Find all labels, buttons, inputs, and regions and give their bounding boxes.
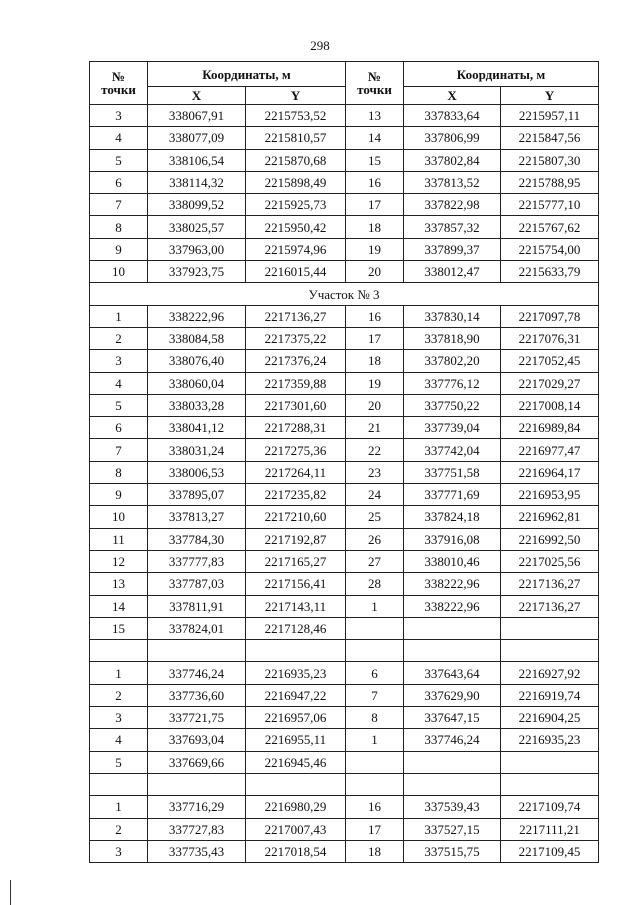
- y-cell: 2217111,21: [501, 818, 599, 840]
- y-cell: [501, 773, 599, 795]
- y-cell: 2215754,00: [501, 238, 599, 260]
- y-cell: 2216935,23: [246, 662, 346, 684]
- table-row: [90, 640, 599, 662]
- coordinates-header-right: Координаты, м: [404, 62, 599, 87]
- x-cell: 337539,43: [404, 796, 501, 818]
- x-cell: 337515,75: [404, 840, 501, 862]
- x-cell: 337963,00: [148, 238, 246, 260]
- x-cell: 337771,69: [404, 484, 501, 506]
- point-number-cell: 9: [90, 238, 148, 260]
- point-number-cell: 7: [346, 684, 404, 706]
- point-number-cell: 21: [346, 417, 404, 439]
- x-cell: [404, 617, 501, 639]
- x-cell: [404, 640, 501, 662]
- point-number-cell: 18: [346, 840, 404, 862]
- y-cell: 2217008,14: [501, 394, 599, 416]
- section-row: [90, 283, 599, 305]
- y-cell: 2217018,54: [246, 840, 346, 862]
- point-number-cell: 10: [90, 506, 148, 528]
- point-number-cell: 13: [90, 573, 148, 595]
- table-row: [90, 194, 599, 216]
- x-cell: 338033,28: [148, 394, 246, 416]
- point-number-cell: 2: [90, 684, 148, 706]
- y-cell: 2215810,57: [246, 127, 346, 149]
- x-cell: 337716,29: [148, 796, 246, 818]
- y-cell: 2217288,31: [246, 417, 346, 439]
- point-number-cell: 1: [346, 595, 404, 617]
- y-cell: 2217235,82: [246, 484, 346, 506]
- x-cell: 337669,66: [148, 751, 246, 773]
- y-header-left: Y: [246, 87, 346, 105]
- y-cell: 2217109,74: [501, 796, 599, 818]
- x-cell: 337895,07: [148, 484, 246, 506]
- table-row: [90, 350, 599, 372]
- x-cell: 338010,46: [404, 550, 501, 572]
- x-cell: 337736,60: [148, 684, 246, 706]
- point-number-cell: 1: [90, 796, 148, 818]
- y-cell: 2216992,50: [501, 528, 599, 550]
- table-row: [90, 394, 599, 416]
- y-cell: 2216919,74: [501, 684, 599, 706]
- y-cell: 2215898,49: [246, 171, 346, 193]
- point-number-cell: [90, 773, 148, 795]
- y-cell: 2217301,60: [246, 394, 346, 416]
- x-cell: 337813,27: [148, 506, 246, 528]
- y-cell: 2215633,79: [501, 261, 599, 283]
- y-cell: [246, 773, 346, 795]
- point-number-cell: 24: [346, 484, 404, 506]
- table-row: [90, 461, 599, 483]
- point-number-cell: 5: [90, 394, 148, 416]
- y-cell: 2217359,88: [246, 372, 346, 394]
- point-number-cell: 3: [90, 707, 148, 729]
- x-cell: 337923,75: [148, 261, 246, 283]
- x-cell: 337830,14: [404, 305, 501, 327]
- x-cell: [148, 773, 246, 795]
- point-number-cell: 25: [346, 506, 404, 528]
- table-row: [90, 506, 599, 528]
- table-row: [90, 149, 599, 171]
- table-row: [90, 684, 599, 706]
- table-row: [90, 773, 599, 795]
- point-number-cell: 6: [90, 417, 148, 439]
- x-cell: 338106,54: [148, 149, 246, 171]
- table-row: [90, 327, 599, 349]
- point-number-cell: 17: [346, 194, 404, 216]
- table-row: [90, 305, 599, 327]
- margin-rule: [10, 880, 11, 905]
- y-cell: 2215870,68: [246, 149, 346, 171]
- table-row: [90, 105, 599, 127]
- point-number-cell: 2: [90, 327, 148, 349]
- table-row: [90, 216, 599, 238]
- x-cell: 337822,98: [404, 194, 501, 216]
- y-cell: 2215847,56: [501, 127, 599, 149]
- y-cell: 2217264,11: [246, 461, 346, 483]
- x-cell: 337824,01: [148, 617, 246, 639]
- x-cell: 338067,91: [148, 105, 246, 127]
- y-cell: 2217136,27: [501, 595, 599, 617]
- point-number-cell: 14: [346, 127, 404, 149]
- y-cell: 2216980,29: [246, 796, 346, 818]
- point-number-cell: 8: [90, 216, 148, 238]
- y-cell: 2215950,42: [246, 216, 346, 238]
- x-cell: 337784,30: [148, 528, 246, 550]
- table-row: [90, 595, 599, 617]
- point-number-cell: 6: [346, 662, 404, 684]
- table-row: [90, 261, 599, 283]
- x-cell: 337751,58: [404, 461, 501, 483]
- table-row: [90, 127, 599, 149]
- x-cell: 337629,90: [404, 684, 501, 706]
- point-number-cell: 20: [346, 261, 404, 283]
- y-cell: 2216953,95: [501, 484, 599, 506]
- point-number-cell: 3: [90, 350, 148, 372]
- point-number-cell: 15: [90, 617, 148, 639]
- point-number-cell: 1: [346, 729, 404, 751]
- y-cell: 2217376,24: [246, 350, 346, 372]
- y-cell: 2216957,06: [246, 707, 346, 729]
- y-cell: 2216945,46: [246, 751, 346, 773]
- x-cell: 337693,04: [148, 729, 246, 751]
- point-number-cell: 16: [346, 305, 404, 327]
- x-cell: 337527,15: [404, 818, 501, 840]
- x-cell: 337727,83: [148, 818, 246, 840]
- y-cell: 2217007,43: [246, 818, 346, 840]
- point-number-cell: 18: [346, 216, 404, 238]
- coordinates-table: [89, 61, 599, 863]
- point-number-cell: 4: [90, 372, 148, 394]
- table-row: [90, 707, 599, 729]
- y-cell: 2217029,27: [501, 372, 599, 394]
- y-cell: [501, 617, 599, 639]
- y-cell: 2216015,44: [246, 261, 346, 283]
- x-cell: [148, 640, 246, 662]
- point-number-cell: 7: [90, 439, 148, 461]
- point-number-cell: 26: [346, 528, 404, 550]
- x-cell: 338222,96: [404, 573, 501, 595]
- point-number-cell: 16: [346, 171, 404, 193]
- table-row: [90, 439, 599, 461]
- table-row: [90, 751, 599, 773]
- point-number-cell: 8: [90, 461, 148, 483]
- x-cell: 338222,96: [148, 305, 246, 327]
- y-cell: 2217097,78: [501, 305, 599, 327]
- table-row: [90, 818, 599, 840]
- y-header-right: Y: [501, 87, 599, 105]
- table-row: [90, 617, 599, 639]
- point-number-cell: 27: [346, 550, 404, 572]
- y-cell: 2217165,27: [246, 550, 346, 572]
- x-cell: 337776,12: [404, 372, 501, 394]
- coordinates-table-body: [90, 105, 599, 863]
- point-number-cell: 4: [90, 729, 148, 751]
- x-cell: 337811,91: [148, 595, 246, 617]
- table-row: [90, 238, 599, 260]
- x-cell: 337746,24: [148, 662, 246, 684]
- x-cell: 338076,40: [148, 350, 246, 372]
- table-row: [90, 484, 599, 506]
- point-number-cell: [346, 617, 404, 639]
- x-cell: 338012,47: [404, 261, 501, 283]
- y-cell: 2217076,31: [501, 327, 599, 349]
- x-cell: 337746,24: [404, 729, 501, 751]
- y-cell: 2215777,10: [501, 194, 599, 216]
- y-cell: 2217025,56: [501, 550, 599, 572]
- y-cell: 2216989,84: [501, 417, 599, 439]
- x-cell: 337742,04: [404, 439, 501, 461]
- x-cell: 337787,03: [148, 573, 246, 595]
- point-number-cell: 4: [90, 127, 148, 149]
- x-cell: 337833,64: [404, 105, 501, 127]
- x-cell: 337735,43: [148, 840, 246, 862]
- x-cell: 338114,32: [148, 171, 246, 193]
- point-number-header-right: № точки: [346, 62, 404, 105]
- point-number-cell: 19: [346, 372, 404, 394]
- point-number-cell: 9: [90, 484, 148, 506]
- x-cell: 337721,75: [148, 707, 246, 729]
- point-number-cell: 19: [346, 238, 404, 260]
- y-cell: 2215753,52: [246, 105, 346, 127]
- point-number-cell: 8: [346, 707, 404, 729]
- x-header-right: X: [404, 87, 501, 105]
- y-cell: 2215925,73: [246, 194, 346, 216]
- point-number-cell: 22: [346, 439, 404, 461]
- point-number-cell: 11: [90, 528, 148, 550]
- y-cell: 2216962,81: [501, 506, 599, 528]
- coordinates-header-left: Координаты, м: [148, 62, 346, 87]
- y-cell: 2217128,46: [246, 617, 346, 639]
- table-row: [90, 171, 599, 193]
- table-row: [90, 729, 599, 751]
- x-cell: 337818,90: [404, 327, 501, 349]
- x-cell: 337739,04: [404, 417, 501, 439]
- point-number-cell: 3: [90, 840, 148, 862]
- point-number-cell: 1: [90, 305, 148, 327]
- point-number-cell: 10: [90, 261, 148, 283]
- x-cell: 337802,84: [404, 149, 501, 171]
- table-row: [90, 840, 599, 862]
- table-row: [90, 796, 599, 818]
- point-number-cell: 28: [346, 573, 404, 595]
- x-cell: 338077,09: [148, 127, 246, 149]
- x-cell: 337802,20: [404, 350, 501, 372]
- table-row: [90, 417, 599, 439]
- x-cell: 337916,08: [404, 528, 501, 550]
- y-cell: 2216904,25: [501, 707, 599, 729]
- x-cell: 337647,15: [404, 707, 501, 729]
- x-header-left: X: [148, 87, 246, 105]
- point-number-cell: 3: [90, 105, 148, 127]
- y-cell: 2215957,11: [501, 105, 599, 127]
- y-cell: 2216935,23: [501, 729, 599, 751]
- y-cell: 2215974,96: [246, 238, 346, 260]
- x-cell: 337813,52: [404, 171, 501, 193]
- point-number-cell: 7: [90, 194, 148, 216]
- x-cell: 337777,83: [148, 550, 246, 572]
- point-number-cell: [346, 773, 404, 795]
- y-cell: 2217156,41: [246, 573, 346, 595]
- point-number-cell: 15: [346, 149, 404, 171]
- x-cell: 337643,64: [404, 662, 501, 684]
- point-number-cell: 2: [90, 818, 148, 840]
- y-cell: 2216927,92: [501, 662, 599, 684]
- x-cell: 338006,53: [148, 461, 246, 483]
- y-cell: 2217052,45: [501, 350, 599, 372]
- y-cell: 2216964,17: [501, 461, 599, 483]
- y-cell: 2217375,22: [246, 327, 346, 349]
- point-number-cell: [346, 640, 404, 662]
- x-cell: 337806,99: [404, 127, 501, 149]
- page-number: 298: [310, 38, 330, 53]
- y-cell: 2215807,30: [501, 149, 599, 171]
- point-number-cell: 12: [90, 550, 148, 572]
- y-cell: 2215788,95: [501, 171, 599, 193]
- x-cell: 337857,32: [404, 216, 501, 238]
- y-cell: [501, 751, 599, 773]
- section-title: Участок № 3: [90, 283, 599, 305]
- x-cell: 338025,57: [148, 216, 246, 238]
- point-number-cell: [346, 751, 404, 773]
- table-row: [90, 662, 599, 684]
- y-cell: 2217275,36: [246, 439, 346, 461]
- table-row: [90, 528, 599, 550]
- point-number-cell: 6: [90, 171, 148, 193]
- y-cell: 2216947,22: [246, 684, 346, 706]
- point-number-cell: 17: [346, 327, 404, 349]
- x-cell: 338084,58: [148, 327, 246, 349]
- table-row: [90, 573, 599, 595]
- table-row: [90, 550, 599, 572]
- x-cell: 338060,04: [148, 372, 246, 394]
- y-cell: 2217136,27: [501, 573, 599, 595]
- x-cell: [404, 751, 501, 773]
- x-cell: 338041,12: [148, 417, 246, 439]
- table-row: [90, 372, 599, 394]
- point-number-cell: 17: [346, 818, 404, 840]
- point-number-cell: 5: [90, 149, 148, 171]
- point-number-cell: [90, 640, 148, 662]
- x-cell: [404, 773, 501, 795]
- point-number-cell: 23: [346, 461, 404, 483]
- x-cell: 337824,18: [404, 506, 501, 528]
- y-cell: [246, 640, 346, 662]
- point-number-cell: 14: [90, 595, 148, 617]
- point-number-header-left: № точки: [90, 62, 148, 105]
- y-cell: 2215767,62: [501, 216, 599, 238]
- y-cell: 2216955,11: [246, 729, 346, 751]
- y-cell: 2217210,60: [246, 506, 346, 528]
- x-cell: 338099,52: [148, 194, 246, 216]
- point-number-cell: 1: [90, 662, 148, 684]
- x-cell: 337899,37: [404, 238, 501, 260]
- y-cell: 2217192,87: [246, 528, 346, 550]
- point-number-cell: 20: [346, 394, 404, 416]
- point-number-cell: 16: [346, 796, 404, 818]
- x-cell: 338222,96: [404, 595, 501, 617]
- x-cell: 338031,24: [148, 439, 246, 461]
- y-cell: 2217136,27: [246, 305, 346, 327]
- y-cell: 2217109,45: [501, 840, 599, 862]
- x-cell: 337750,22: [404, 394, 501, 416]
- point-number-cell: 18: [346, 350, 404, 372]
- y-cell: [501, 640, 599, 662]
- y-cell: 2216977,47: [501, 439, 599, 461]
- point-number-cell: 13: [346, 105, 404, 127]
- y-cell: 2217143,11: [246, 595, 346, 617]
- point-number-cell: 5: [90, 751, 148, 773]
